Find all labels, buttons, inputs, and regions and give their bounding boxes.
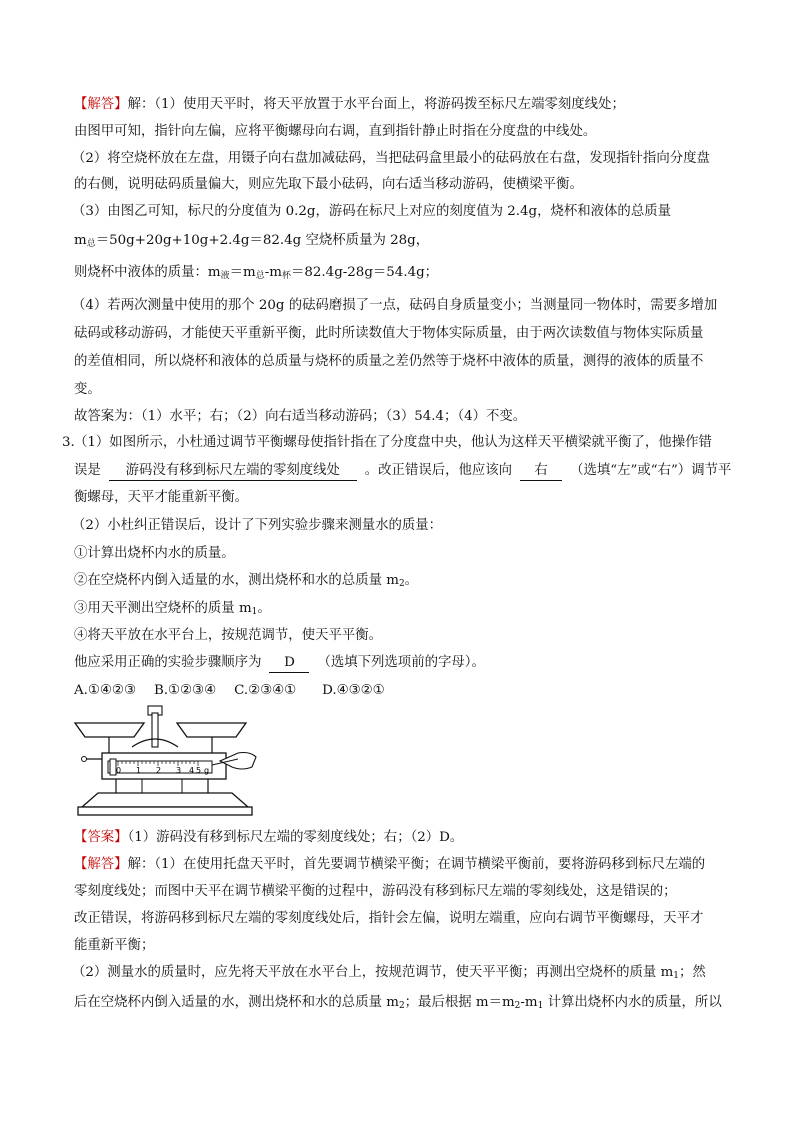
solution-line: 能重新平衡； <box>74 938 155 953</box>
step-item: ②在空烧杯内倒入适量的水，测出烧杯和水的总质量 $m_2$。 <box>74 573 419 589</box>
answer-line: 【答案】（1）游码没有移到标尺左端的零刻度线处；右；（2）D。 <box>74 830 464 845</box>
answer-blank-1: 游码没有移到标尺左端的零刻度线处 <box>109 462 357 481</box>
solution-line: 【解答】解：（1）在使用托盘天平时，首先要调节横梁平衡；在调节横梁平衡前，要将游码移到标尺左端的 <box>74 857 706 872</box>
scale-label: 4 <box>189 766 195 775</box>
scale-label: g <box>204 766 210 775</box>
step-item: ④将天平放在水平台上，按规范调节，使天平平衡。 <box>74 628 382 643</box>
answer-blank-2: 右 <box>520 462 562 481</box>
option-b: B.①②③④ <box>153 683 217 698</box>
solution-line: $m_总=50g+20g+10g+2.4g=82.4g$ 空烧杯质量为 28g， <box>74 233 430 249</box>
solution-tag: 【解答】 <box>74 97 128 112</box>
option-d: D.④③②① <box>322 683 385 698</box>
solution-line: 的右侧，说明砝码质量偏大，则应先取下最小砝码，向右适当移动游码，使横梁平衡。 <box>74 177 583 192</box>
final-answer-line: 故答案为：（1）水平；右；（2）向右适当移动游码；（3）54.4；（4）不变。 <box>74 409 527 424</box>
solution-line: （2）测量水的质量时，应先将天平放在水平台上，按规范调节，使天平平衡；再测出空烧杯的质量 $m_1$；然 <box>72 965 706 981</box>
answer-blank-3: D <box>269 654 309 673</box>
question-line: （1）如图所示，小杜通过调节平衡螺母使指针指在了分度盘中央，他认为这样天平横梁就平衡了，他操作错 <box>74 435 712 450</box>
question-line: （2）小杜纠正错误后，设计了下列实验步骤来测量水的质量： <box>72 518 443 533</box>
solution-line: 由图甲可知，指针向左偏，应将平衡螺母向右调，直到指针静止时指在分度盘的中线处。 <box>74 124 597 139</box>
solution-line: 砝码或移动游码，才能使天平重新平衡，此时所读数值大于物体实际质量，由于两次读数值与物体实际质量 <box>74 326 704 341</box>
solution-line: （4）若两次测量中使用的那个 20g 的砝码磨损了一点，砝码自身质量变小；当测量同一物体时，需要多增加 <box>72 298 718 313</box>
solution-line: 的差值相同，所以烧杯和液体的总质量与烧杯的质量之差仍然等于烧杯中液体的质量，测得的液体的质量不 <box>74 354 704 369</box>
step-item: ①计算出烧杯内水的质量。 <box>74 546 235 561</box>
solution-line: 变。 <box>74 382 101 397</box>
solution-line: （2）将空烧杯放在左盘，用镊子向右盘加减砝码，当把砝码盒里最小的砝码放在右盘，发现指针指向分度盘 <box>72 151 710 166</box>
solution-line: （3）由图乙可知，标尺的分度值为 0.2g，游码在标尺上对应的刻度值为 2.4g，烧杯和液体的总质量 <box>72 204 671 219</box>
option-c: C.②③④① <box>234 683 297 698</box>
question-line: 衡螺母，天平才能重新平衡。 <box>74 490 249 505</box>
scale-label: 1 <box>136 766 142 775</box>
step-item: ③用天平测出空烧杯的质量 $m_1$。 <box>74 601 271 617</box>
option-a: A.①④②③ <box>74 683 136 698</box>
solution-line: 则烧杯中液体的质量：$m_液=m_总-m_杯=82.4g-28g=54.4g$； <box>74 265 439 281</box>
solution-line: 改正错误，将游码移到标尺左端的零刻度线处后，指针会左偏，说明左端重，应向右调节平衡螺母，天平才 <box>74 911 704 926</box>
solution-line: 零刻度线处；而图中天平在调节横梁平衡的过程中，游码没有移到标尺左端的零刻线处，这是错误的； <box>74 884 677 899</box>
solution-tag: 【解答】 <box>74 857 128 872</box>
answer-tag: 【答案】 <box>74 830 128 845</box>
solution-line: 后在空烧杯内倒入适量的水，测出烧杯和水的总质量 $m_2$；最后根据 $m=m_2-m_1$ 计算出烧杯内水的质量，所以 <box>74 995 722 1011</box>
question-number: 3. <box>62 435 75 450</box>
question-line: 误是 游码没有移到标尺左端的零刻度线处 。改正错误后，他应该向 右 （选填“左”或“右”）调节平 <box>74 462 731 481</box>
solution-line: 【解答】解：（1）使用天平时，将天平放置于水平台面上，将游码拨至标尺左端零刻度线处； <box>74 97 625 112</box>
scale-label: 2 <box>156 766 162 775</box>
balance-figure <box>72 703 262 819</box>
question-line: 他应采用正确的实验步骤顺序为 D （选填下列选项前的字母）。 <box>74 654 485 673</box>
options-row <box>74 682 385 700</box>
scale-label: 3 <box>176 766 182 775</box>
scale-label: 0 <box>116 766 122 775</box>
scale-label: 5 <box>196 766 202 775</box>
